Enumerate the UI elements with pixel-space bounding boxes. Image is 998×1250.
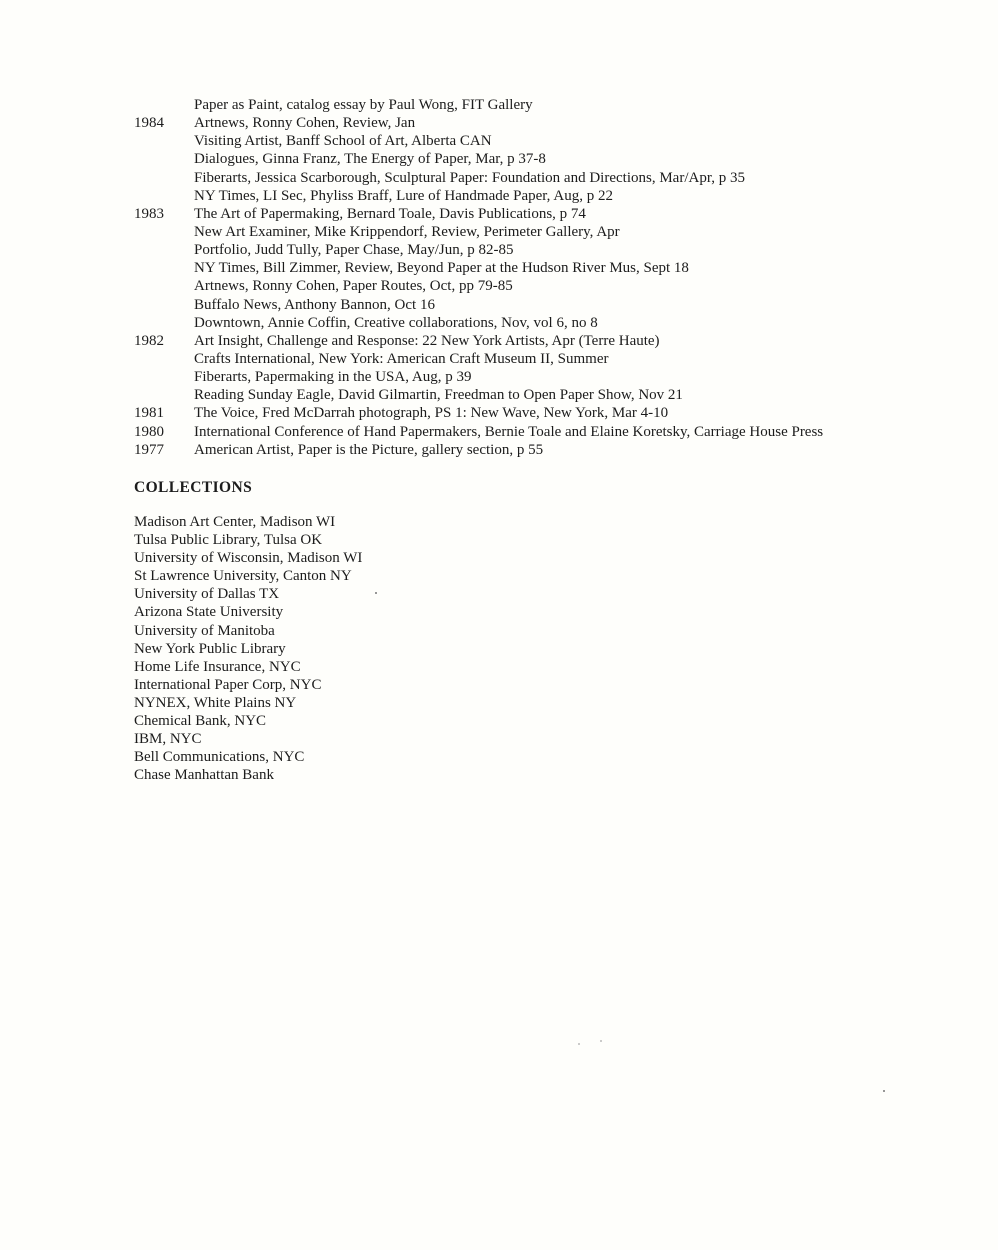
collection-item: University of Dallas TX [134,586,280,603]
bibliography-entry [134,441,974,459]
entry-year [134,386,194,404]
scan-speck [375,592,377,594]
collection-item: NYNEX, White Plains NY [134,694,297,711]
entry-year: 1984 [134,115,164,132]
entry-text: NY Times, LI Sec, Phyliss Braff, Lure of Handmade Paper, Aug, p 22 [194,187,613,204]
entry-text: Artnews, Ronny Cohen, Paper Routes, Oct, pp 79-85 [194,278,513,295]
bibliography-entry [134,241,974,259]
collection-item: Home Life Insurance, NYC [134,658,301,675]
scan-speck [600,1040,602,1042]
entry-year [134,132,194,150]
bibliography-entry [134,314,974,332]
bibliography-entry [134,404,974,422]
collection-item: Tulsa Public Library, Tulsa OK [134,532,323,549]
scan-speck [883,1090,885,1092]
entry-year [134,223,194,241]
entry-text: Fiberarts, Jessica Scarborough, Sculptural Paper: Foundation and Directions, Mar/Apr, p 35 [194,169,745,186]
entry-text: Portfolio, Judd Tully, Paper Chase, May/Jun, p 82-85 [194,242,514,259]
bibliography-entry [134,169,974,187]
bibliography-entry [134,223,974,241]
entry-text: Downtown, Annie Coffin, Creative collaborations, Nov, vol 6, no 8 [194,314,598,331]
entry-year: 1980 [134,423,164,440]
entry-text: Visiting Artist, Banff School of Art, Alberta CAN [194,133,492,150]
entry-year [134,187,194,205]
collection-item: Chemical Bank, NYC [134,713,267,730]
entry-text: Fiberarts, Papermaking in the USA, Aug, p 39 [194,369,472,386]
entry-year [134,96,194,114]
entry-year: 1982 [134,332,164,349]
collection-item: University of Wisconsin, Madison WI [134,550,363,567]
entry-text: New Art Examiner, Mike Krippendorf, Review, Perimeter Gallery, Apr [194,223,620,240]
entry-year [134,350,194,368]
entry-text: American Artist, Paper is the Picture, gallery section, p 55 [194,441,544,458]
bibliography-entry [134,277,974,295]
entry-year [134,259,194,277]
entry-year: 1977 [134,441,164,458]
bibliography-entry [134,296,974,314]
entry-text: NY Times, Bill Zimmer, Review, Beyond Paper at the Hudson River Mus, Sept 18 [194,260,689,277]
entry-text: Art Insight, Challenge and Response: 22 New York Artists, Apr (Terre Haute) [194,332,660,349]
collections-list [134,513,362,784]
entry-year [134,296,194,314]
entry-year [134,241,194,259]
collection-item: New York Public Library [134,640,286,657]
entry-year [134,277,194,295]
entry-text: The Art of Papermaking, Bernard Toale, Davis Publications, p 74 [194,205,586,222]
collection-item: St Lawrence University, Canton NY [134,568,352,585]
bibliography-entry [134,259,974,277]
entry-text: International Conference of Hand Papermakers, Bernie Toale and Elaine Koretsky, Carriage House Press [194,423,824,440]
entry-text: Artnews, Ronny Cohen, Review, Jan [194,115,416,132]
entry-year: 1983 [134,205,164,222]
collection-item: University of Manitoba [134,622,275,639]
bibliography-list [134,96,974,459]
bibliography-entry [134,205,974,223]
collection-item: International Paper Corp, NYC [134,676,322,693]
collection-item: Bell Communications, NYC [134,749,305,766]
bibliography-entry [134,150,974,168]
collection-item: Chase Manhattan Bank [134,767,274,784]
entry-year [134,314,194,332]
entry-text: Crafts International, New York: American Craft Museum II, Summer [194,350,609,367]
entry-text: The Voice, Fred McDarrah photograph, PS 1: New Wave, New York, Mar 4-10 [194,405,669,422]
entry-text: Buffalo News, Anthony Bannon, Oct 16 [194,296,435,313]
bibliography-entry [134,350,974,368]
bibliography-entry [134,423,974,441]
bibliography-entry [134,368,974,386]
entry-text: Paper as Paint, catalog essay by Paul Wong, FIT Gallery [194,97,533,113]
bibliography-entry [134,114,974,132]
scan-speck [578,1043,580,1045]
entry-year [134,169,194,187]
bibliography-entry [134,187,974,205]
bibliography-entry [134,386,974,404]
entry-year [134,368,194,386]
bibliography-entry [134,96,974,114]
entry-year [134,150,194,168]
bibliography-entry [134,332,974,350]
collection-item: Madison Art Center, Madison WI [134,514,336,530]
collections-heading: COLLECTIONS [134,479,253,496]
entry-year: 1981 [134,405,164,422]
entry-text: Reading Sunday Eagle, David Gilmartin, Freedman to Open Paper Show, Nov 21 [194,387,683,404]
collection-item: IBM, NYC [134,731,202,748]
collection-item: Arizona State University [134,604,284,621]
bibliography-entry [134,132,974,150]
entry-text: Dialogues, Ginna Franz, The Energy of Paper, Mar, p 37-8 [194,151,546,168]
